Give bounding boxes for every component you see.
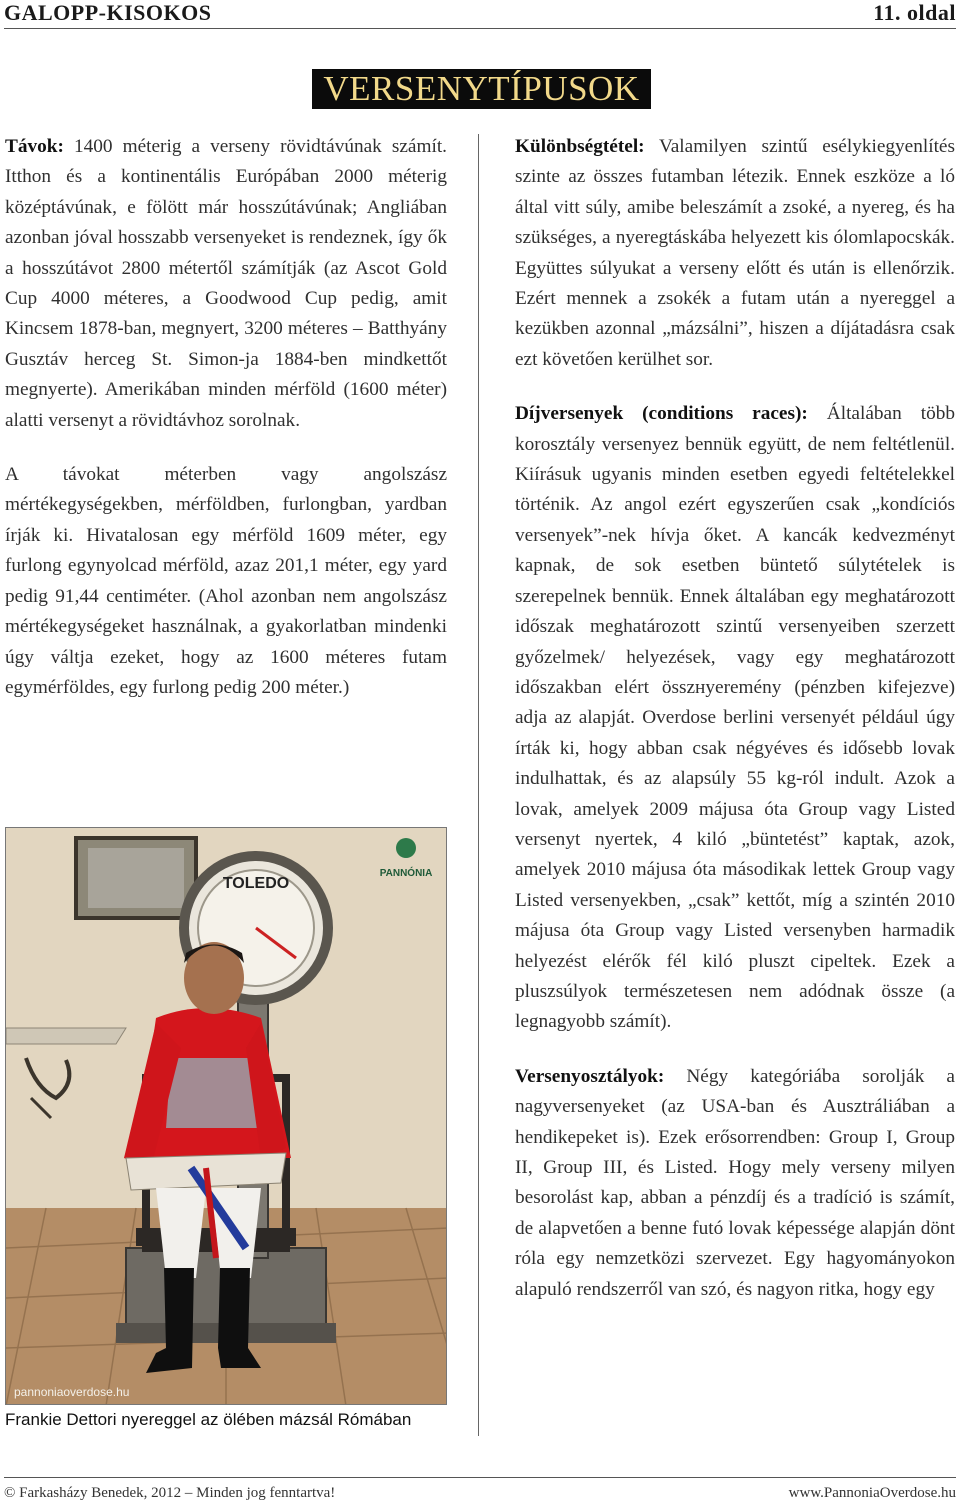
column-divider bbox=[478, 134, 479, 1436]
section-title: VERSENYTÍPUSOK bbox=[312, 69, 651, 109]
paragraph-distances bbox=[5, 132, 447, 436]
paragraph-text: 1400 méterig a verseny rövidtávúnak számít. Itthon és a kontinentális Európában 2000 méterig középtávúnak, e fölött már hosszútávúnak; Angliában azonban jóval hosszabb versenyeket is rendeznek, így ők a hosszútávot 2800 métertől számítják (az Ascot Gold Cup 4000 méteres, a Goodwood Cup pedig, amit Kincsem 1878-ban, megnyert, 3200 méteres – Batthyány Gusztáv herceg St. Simon-ja 1884-ben mindkettőt megnyerte). Amerikában minden mérföld (1600 méter) alatti versenyt a rövidtávhoz sorolnak. bbox=[5, 136, 447, 431]
page-footer bbox=[4, 1477, 956, 1505]
scale-brand: TOLEDO bbox=[222, 875, 290, 892]
publication-title: GALOPP-KISOKOS bbox=[4, 0, 212, 25]
copyright-notice: © Farkasházy Benedek, 2012 – Minden jog fenntartva! bbox=[4, 1485, 336, 1501]
photo-watermark: pannoniaoverdose.hu bbox=[14, 1385, 130, 1399]
paragraph-text: Általában több korosztály versenyez bennük együtt, de nem feltétlenül. Kiírásuk ugyanis minden esetben egyedi feltételekkel történik. Az angol ezért egyszerűen csak „kondíciós versenyek”-nek hívja őket. A kancák kedvezményt kapnak, de sok esetben büntető súlytételek is szerepelnek bennük. Ennek általában egy meghatározott időszak meghatározott szintű versenyeiben szerzett győzelmek/ helyezések, vagy egy meghatározott időszakban elért összнyeremény (pénzben kifejezve) adja az alapját. Overdose berlini versenyét például úgy írták ki, hogy abban csak négyéves és idősebb lovak indulhattak, és az alapsúly 55 kg-ról indult. Azok a lovak, amelyek 2009 májusa óta Group vagy Listed versenyt nyertek, 4 kiló „büntetést” kaptak, azok, amelyek 2010 májusa óta másodikak lettek Group vagy Listed versenyekben, „csak” kettőt, míg a szintén 2010 májusa óta Group vagy Listed versenyben harmadik helyezést elérők fél kiló pluszt cipeltek. Ezek a pluszsúlyok természetesen nem adódnak össze (a legnagyobb számít). bbox=[515, 403, 955, 1033]
logo-text: PANNÓNIA bbox=[379, 868, 433, 879]
page-number: 11. oldal bbox=[873, 0, 956, 25]
jockey-weighing-illustration bbox=[6, 828, 447, 1405]
paragraph-label: Különbségtétel: bbox=[515, 136, 645, 157]
paragraph-conditions-races bbox=[515, 399, 955, 1038]
photo-caption: Frankie Dettori nyereggel az ölében mázsál Rómában bbox=[5, 1410, 412, 1429]
paragraph-label: Díjversenyek (conditions races): bbox=[515, 403, 808, 425]
jockey-photo bbox=[5, 827, 447, 1405]
paragraph-units bbox=[5, 460, 447, 703]
paragraph-text: A távokat méterben vagy angolszász mértékegységekben, mérföldben, furlongban, yardban írják ki. Hivatalosan egy mérföld 1609 méter, egy furlong egynyolcad mérföld, azaz 201,1 méter, egy yard pedig 91,44 centiméter. (Ahol azonban nem angolszász mértékegységeket használnak, a gyakorlatban mindenki úgy váltja ezeket, hogy az 1600 méteres futam egymérföldes, egy furlong pedig 200 méter.) bbox=[5, 464, 447, 698]
paragraph-handicapping bbox=[515, 132, 955, 375]
right-column bbox=[515, 132, 955, 1329]
left-column bbox=[5, 132, 447, 727]
paragraph-text: Négy kategóriába sorolják a nagyversenyeket (az USA-ban és Ausztráliában a hendikepeket is). Ezek erősorrendben: Group I, Group II, Group III, és Listed. Hogy mely verseny milyen besorolást kap, abban a pénzdíj és a tradíció is számít, de alapvetően a benne futó lovak képessége alapján dönt róla egy nemzetközi szervezet. Egy hagyományokon alapuló rendszerről van szó, és nagyon ritka, hogy egy bbox=[515, 1065, 955, 1300]
paragraph-label: Távok: bbox=[5, 136, 64, 157]
website-url[interactable]: www.PannoniaOverdose.hu bbox=[788, 1485, 956, 1501]
paragraph-race-classes bbox=[515, 1062, 955, 1305]
paragraph-text: Valamilyen szintű esélykiegyenlítés szinte az összes futamban létezik. Ennek eszköze a ló által vitt súly, amibe beleszámít a zsoké, a nyereg, és ha szükséges, a nyeregtáskába helyezett kis ólomlapocskák. Együttes súlyukat a verseny előtt és után is ellenőrzik. Ezért mennek a zsokék a futam után a nyereggel a kezükben azonnal „mázsálni”, hiszen a díjátadásra csak ezt követően kerülhet sor. bbox=[515, 136, 955, 370]
page-header bbox=[4, 0, 956, 29]
paragraph-label: Versenyosztályok: bbox=[515, 1065, 665, 1087]
